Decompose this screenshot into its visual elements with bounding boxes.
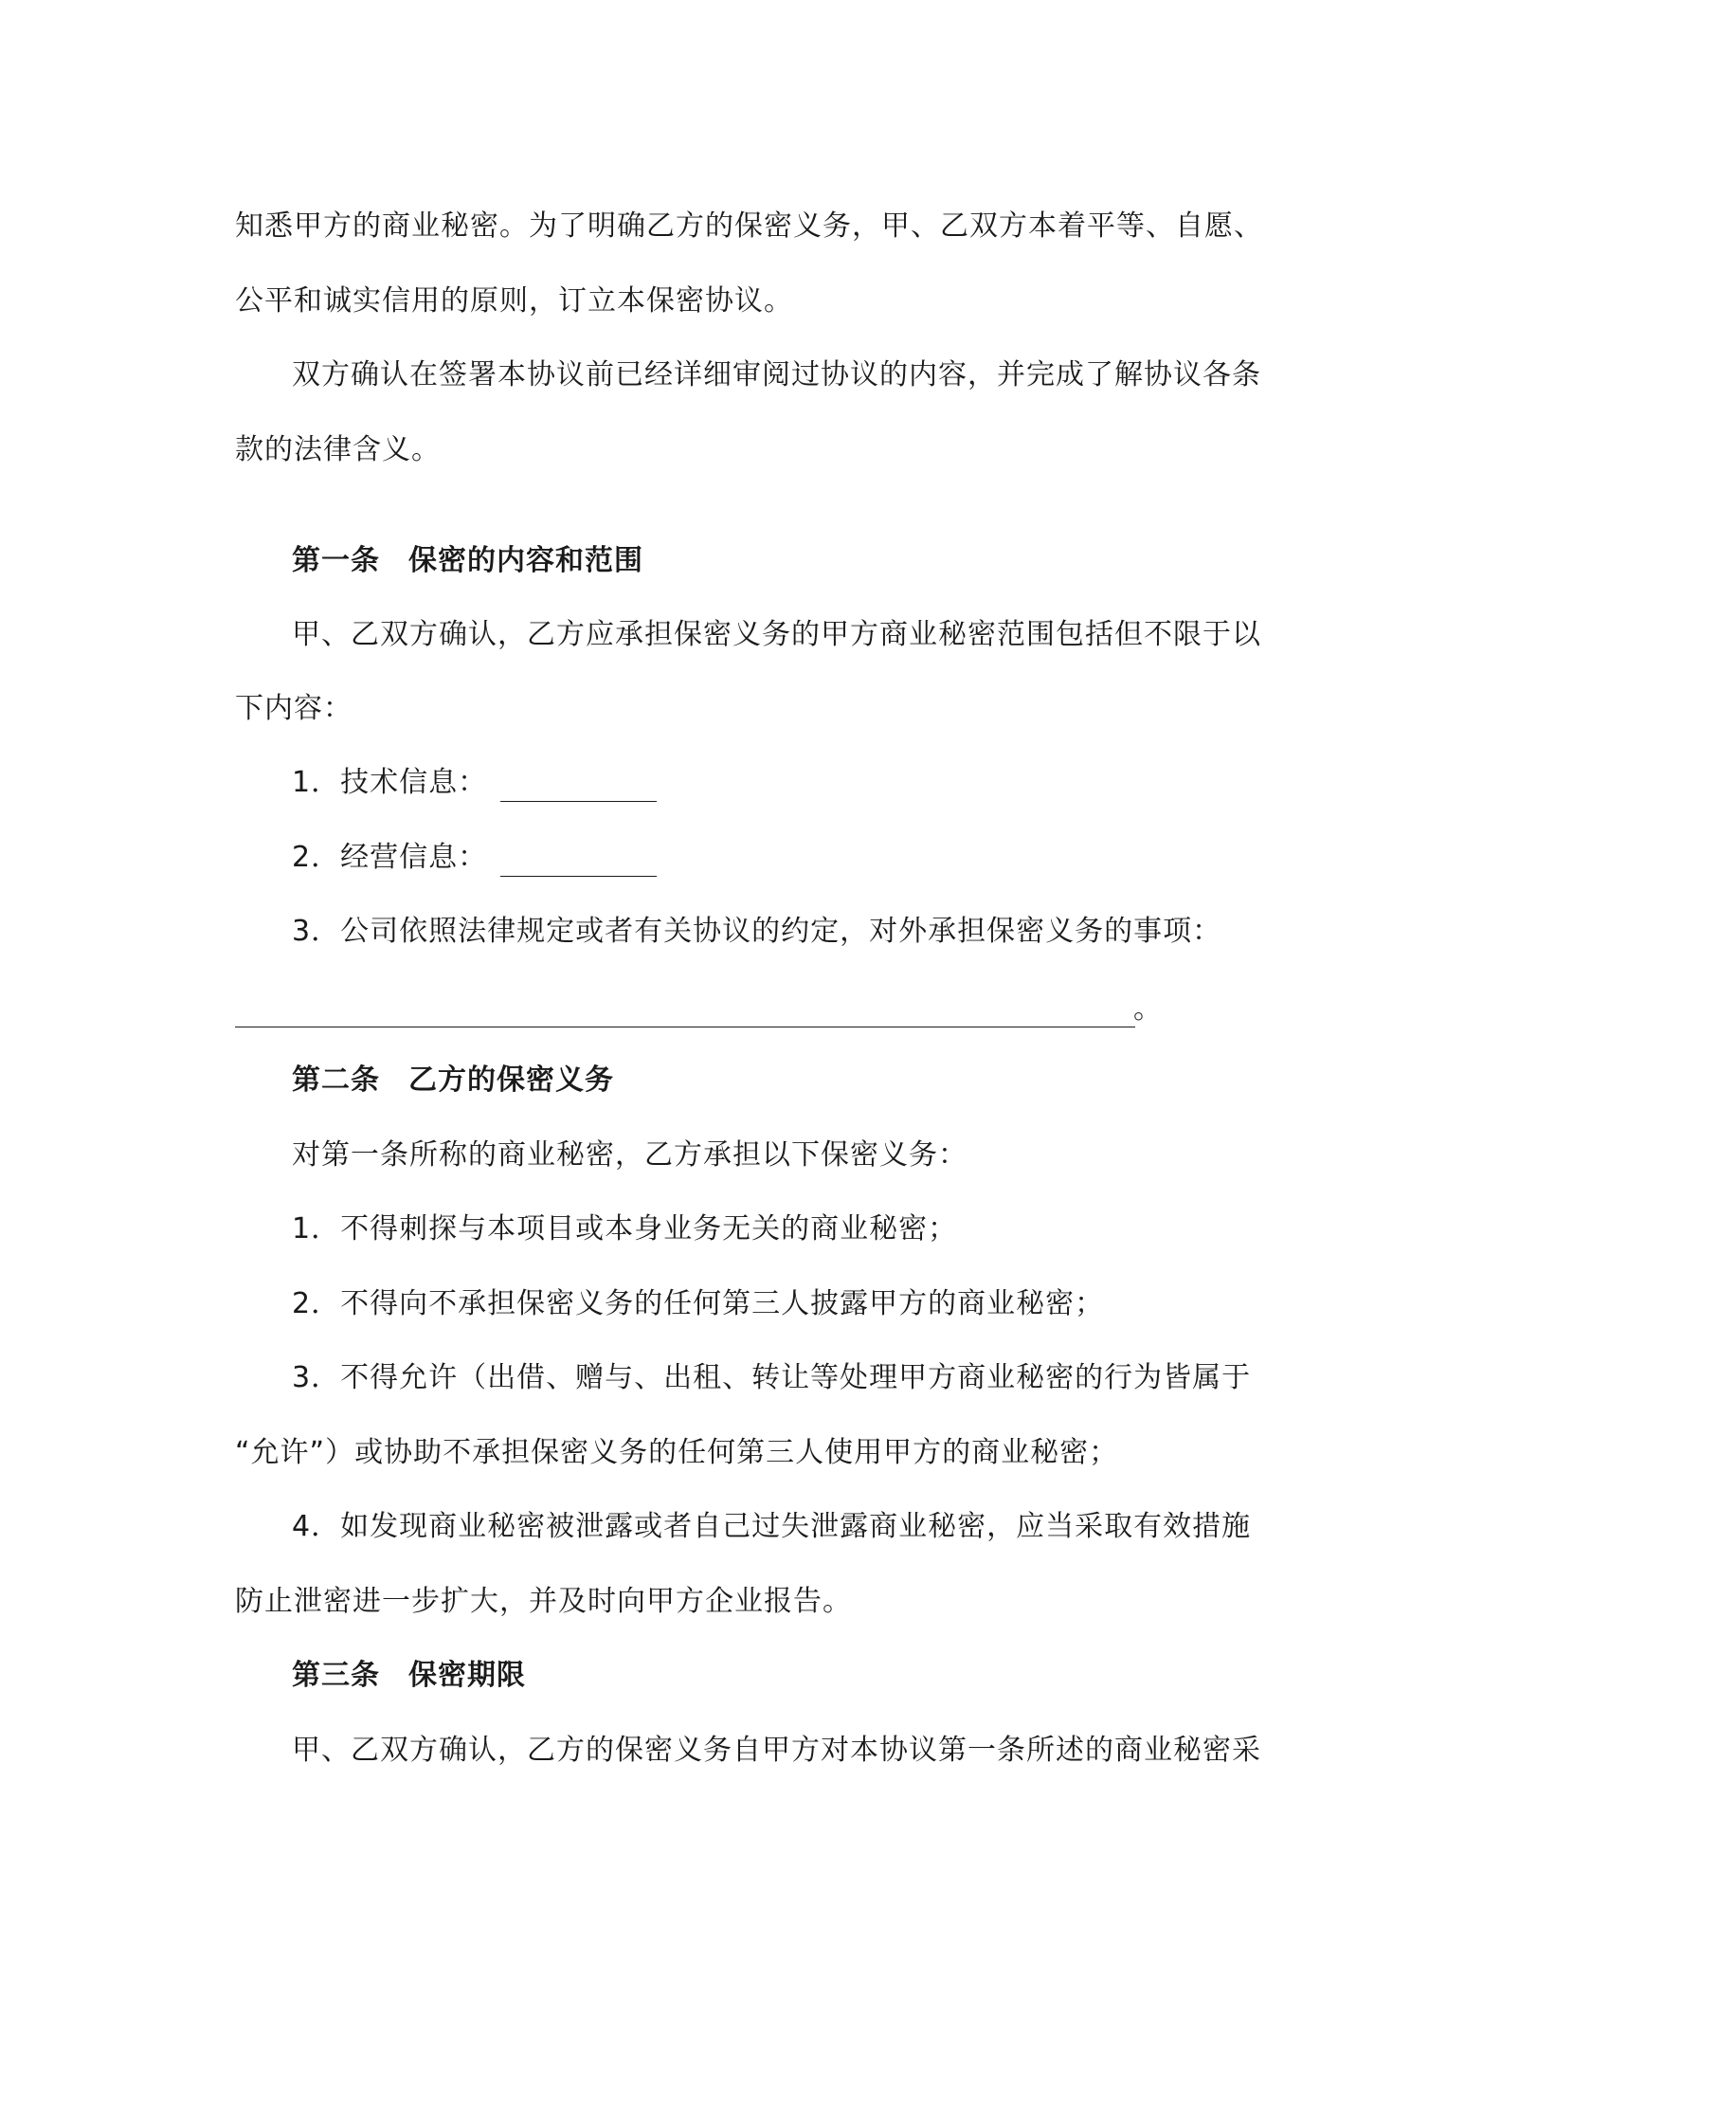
article-1-item-1-label: 1．技术信息： [292, 766, 488, 799]
article-2-item-2: 2．不得向不承担保密义务的任何第三人披露甲方的商业秘密； [292, 1287, 1105, 1320]
article-1-title: 保密的内容和范围 [408, 544, 643, 577]
intro-line-3: 双方确认在签署本协议前已经详细审阅过协议的内容，并完成了解协议各条 [292, 358, 1261, 391]
article-1-item-2-label: 2．经营信息： [292, 841, 488, 874]
article-1-item-1 [292, 764, 657, 802]
article-2-heading [292, 1062, 614, 1100]
technical-info-blank [500, 773, 657, 802]
article-3-heading [292, 1657, 526, 1695]
article-3-number: 第三条 [292, 1659, 380, 1692]
intro-line-4: 款的法律含义。 [235, 433, 441, 466]
article-2-item-4-line-2: 防止泄密进一步扩大，并及时向甲方企业报告。 [235, 1585, 852, 1618]
business-info-blank [500, 847, 657, 877]
article-2-item-3-line-2: “允许”）或协助不承担保密义务的任何第三人使用甲方的商业秘密； [235, 1436, 1119, 1469]
article-3-para-line-1: 甲、乙双方确认，乙方的保密义务自甲方对本协议第一条所述的商业秘密采 [292, 1734, 1261, 1767]
article-3-title: 保密期限 [408, 1659, 526, 1692]
article-1-item-3: 3．公司依照法律规定或者有关协议的约定，对外承担保密义务的事项： [292, 915, 1222, 948]
intro-line-1: 知悉甲方的商业秘密。为了明确乙方的保密义务，甲、乙双方本着平等、自愿、 [235, 209, 1263, 243]
article-1-para-line-1: 甲、乙双方确认，乙方应承担保密义务的甲方商业秘密范围包括但不限于以 [292, 618, 1261, 651]
article-1-heading [292, 542, 643, 580]
article-1-item-2 [292, 839, 657, 877]
article-2-item-4-line-1: 4．如发现商业秘密被泄露或者自己过失泄露商业秘密，应当采取有效措施 [292, 1510, 1252, 1543]
article-2-number: 第二条 [292, 1064, 380, 1097]
intro-line-2: 公平和诚实信用的原则，订立本保密协议。 [235, 284, 793, 318]
article-2-item-3-line-1: 3．不得允许（出借、赠与、出租、转让等处理甲方商业秘密的行为皆属于 [292, 1361, 1252, 1394]
article-1-item-3-end: 。 [1133, 992, 1162, 1026]
article-2-item-1: 1．不得刺探与本项目或本身业务无关的商业秘密； [292, 1212, 958, 1245]
article-2-intro: 对第一条所称的商业秘密，乙方承担以下保密义务： [292, 1138, 967, 1172]
article-1-para-line-2: 下内容： [235, 692, 353, 725]
article-1-number: 第一条 [292, 544, 380, 577]
article-2-title: 乙方的保密义务 [408, 1064, 614, 1097]
